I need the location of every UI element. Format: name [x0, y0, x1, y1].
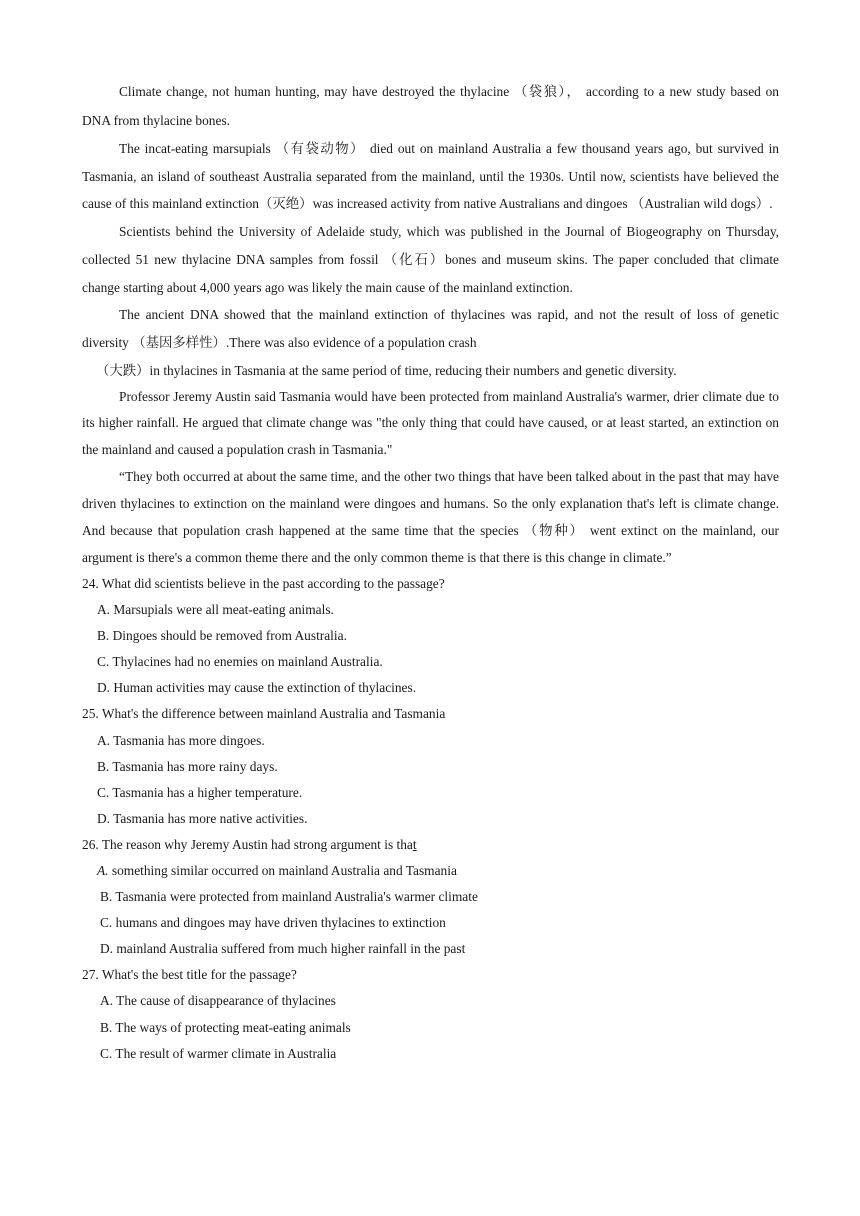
- option-b: B. The ways of protecting meat-eating animals: [100, 1019, 351, 1035]
- passage-paragraph-2: The incat-eating marsupials （有袋动物） died out on mainland Australia a few thousand years ago, but survived in Tasmania, an island of southeast Australia separated from the mainland, until the 1930s. Until now, scientists have believed the cause of this mainland extinction（灭绝）was increased activity from native Australians and dingoes （Australian wild dogs）.: [82, 141, 779, 212]
- document-page: [82, 78, 779, 1067]
- question-stem: 24. What did scientists believe in the past according to the passage?: [82, 575, 445, 591]
- option-d: D. Human activities may cause the extinction of thylacines.: [97, 680, 417, 696]
- option-a: A. The cause of disappearance of thylacines: [100, 993, 336, 1009]
- question-25: [82, 701, 779, 831]
- passage-paragraph-4: The ancient DNA showed that the mainland extinction of thylacines was rapid, and not the result of loss of genetic diversity （基因多样性）.There was also evidence of a population crash: [82, 307, 779, 350]
- passage-paragraph-6: “They both occurred at about the same time, and the other two things that have been talked about in the past that may have driven thylacines to extinction on the mainland were dingoes and humans. So the only explanation that's left is climate change. And because that population crash happened at the same time that the species （物种） went extinct on the mainland, our argument is there's a common theme there and the only common theme is that there is this change in climate.”: [82, 468, 779, 565]
- passage-paragraph-4-continued: （大跌）in thylacines in Tasmania at the same period of time, reducing their numbers and genetic diversity.: [96, 362, 677, 378]
- option-c: C. humans and dingoes may have driven thylacines to extinction: [100, 915, 446, 931]
- question-24: [82, 571, 779, 701]
- question-stem: 25. What's the difference between mainland Australia and Tasmania: [82, 706, 446, 722]
- option-d: D. Tasmania has more native activities.: [97, 810, 308, 826]
- question-27: [82, 962, 779, 1066]
- passage-paragraph-1: Climate change, not human hunting, may have destroyed the thylacine （袋狼）， according to a new study based on DNA from thylacine bones.: [82, 84, 779, 128]
- option-d: D. mainland Australia suffered from much higher rainfall in the past: [100, 941, 466, 957]
- passage-paragraph-3: Scientists behind the University of Adelaide study, which was published in the Journal of Biogeography on Thursday, collected 51 new thylacine DNA samples from fossil （化石）bones and museum skins. The paper concluded that climate change starting about 4,000 years ago was likely the main cause of the mainland extinction.: [82, 224, 779, 295]
- option-c: C. Tasmania has a higher temperature.: [97, 784, 303, 800]
- passage-paragraph-5: Professor Jeremy Austin said Tasmania would have been protected from mainland Australia's warmer, drier climate due to its higher rainfall. He argued that climate change was "the only thing that could have caused, or at least started, an extinction on the mainland and caused a population crash in Tasmania.": [82, 389, 779, 457]
- question-stem: 27. What's the best title for the passage?: [82, 967, 297, 983]
- option-a: A. Tasmania has more dingoes.: [97, 732, 265, 748]
- option-b: B. Tasmania has more rainy days.: [97, 758, 278, 774]
- option-b: B. Tasmania were protected from mainland Australia's warmer climate: [100, 889, 478, 905]
- option-a: A. Marsupials were all meat-eating animals.: [97, 602, 334, 618]
- option-c: C. Thylacines had no enemies on mainland Australia.: [97, 654, 383, 670]
- option-c: C. The result of warmer climate in Australia: [100, 1045, 337, 1061]
- option-b: B. Dingoes should be removed from Australia.: [97, 628, 347, 644]
- question-stem: 26. The reason why Jeremy Austin had strong argument is that: [82, 836, 417, 852]
- question-26: [82, 832, 779, 962]
- option-a: A. something similar occurred on mainland Australia and Tasmania: [97, 863, 457, 879]
